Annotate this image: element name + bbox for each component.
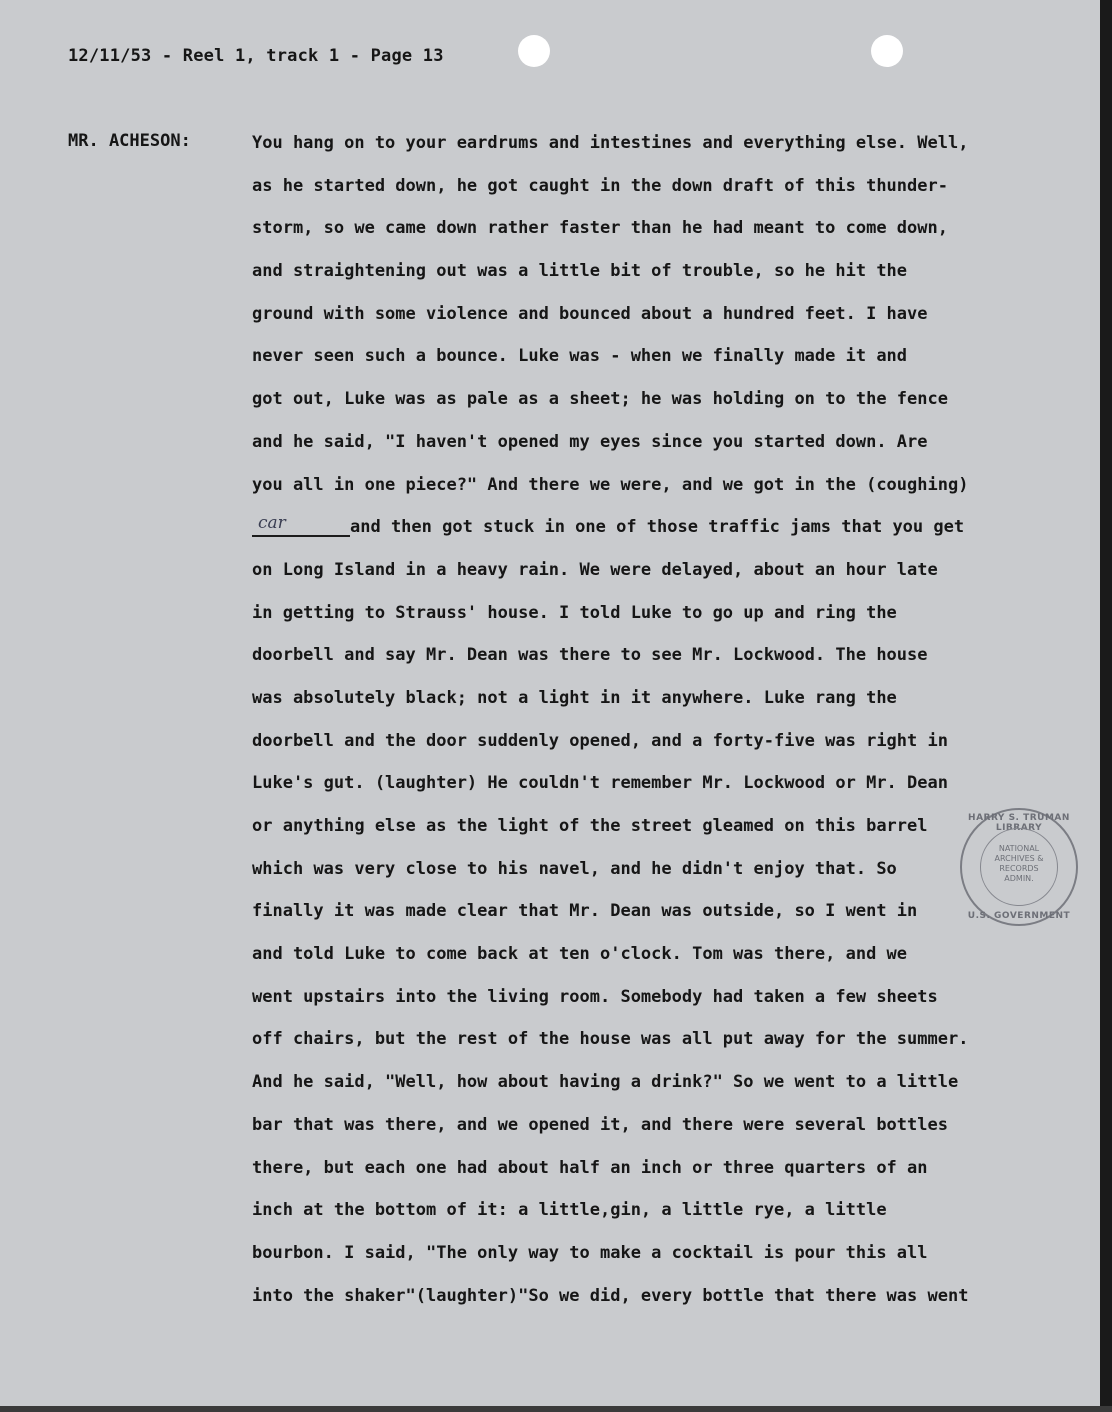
library-stamp <box>960 808 1078 926</box>
punch-hole-left <box>518 35 550 67</box>
transcript-line: doorbell and say Mr. Dean was there to see Mr. Lockwood. The house <box>252 645 928 666</box>
transcript-line: which was very close to his navel, and he didn't enjoy that. So <box>252 858 897 879</box>
stamp-top-text: HARRY S. TRUMAN LIBRARY <box>968 813 1070 833</box>
transcript-line: You hang on to your eardrums and intestines and everything else. Well, <box>252 133 969 153</box>
transcript-line: ground with some violence and bounced about a hundred feet. I have <box>252 303 928 324</box>
transcript-line: went upstairs into the living room. Somebody had taken a few sheets <box>252 986 938 1007</box>
stamp-center-line: ADMIN. <box>1004 874 1034 883</box>
transcript-line: into the shaker"(laughter)"So we did, every bottle that there was went <box>252 1285 969 1306</box>
stamp-bottom-text: U.S. GOVERNMENT <box>967 911 1071 921</box>
stamp-center-text <box>962 844 1076 884</box>
transcript-line: Luke's gut. (laughter) He couldn't remember Mr. Lockwood or Mr. Dean <box>252 773 948 794</box>
transcript-line: you all in one piece?" And there we were, and we got in the (coughing) <box>252 474 969 495</box>
transcript-line: doorbell and the door suddenly opened, and a forty-five was right in <box>252 730 948 751</box>
transcript-line-with-note <box>252 515 1042 558</box>
punch-hole-right <box>871 35 903 67</box>
handwritten-underline <box>252 535 350 537</box>
transcript-body <box>252 131 1042 1326</box>
transcript-line: storm, so we came down rather faster than he had meant to come down, <box>252 218 948 239</box>
handwritten-word: car <box>258 513 286 534</box>
transcript-line: got out, Luke was as pale as a sheet; he was holding on to the fence <box>252 389 948 410</box>
transcript-line: and told Luke to come back at ten o'clock. Tom was there, and we <box>252 944 908 965</box>
stamp-center-line: ARCHIVES & <box>994 854 1044 863</box>
speaker-label: MR. ACHESON: <box>68 131 191 151</box>
stamp-center-line: RECORDS <box>999 864 1039 873</box>
transcript-line: and he said, "I haven't opened my eyes since you started down. Are <box>252 431 928 452</box>
transcript-line: on Long Island in a heavy rain. We were delayed, about an hour late <box>252 559 938 580</box>
handwritten-annotation <box>252 515 350 539</box>
transcript-line: bar that was there, and we opened it, and there were several bottles <box>252 1114 948 1135</box>
scan-edge-right <box>1100 0 1112 1412</box>
transcript-line: And he said, "Well, how about having a drink?" So we went to a little <box>252 1072 959 1093</box>
stamp-center-line: NATIONAL <box>998 844 1040 853</box>
transcript-line: or anything else as the light of the street gleamed on this barrel <box>252 816 928 836</box>
transcript-line: finally it was made clear that Mr. Dean was outside, so I went in <box>252 901 918 922</box>
scan-edge-bottom <box>0 1406 1112 1412</box>
transcript-line: in getting to Strauss' house. I told Luke to go up and ring the <box>252 602 897 623</box>
transcript-line: bourbon. I said, "The only way to make a cocktail is pour this all <box>252 1242 928 1263</box>
transcript-line: there, but each one had about half an inch or three quarters of an <box>252 1157 928 1178</box>
transcript-line: was absolutely black; not a light in it anywhere. Luke rang the <box>252 687 897 708</box>
transcript-line: off chairs, but the rest of the house was all put away for the summer. <box>252 1029 969 1050</box>
transcript-line-text: and then got stuck in one of those traffic jams that you get <box>350 517 965 538</box>
transcript-line: as he started down, he got caught in the down draft of this thunder- <box>252 175 948 196</box>
page-header: 12/11/53 - Reel 1, track 1 - Page 13 <box>68 46 444 66</box>
transcript-line: never seen such a bounce. Luke was - when we finally made it and <box>252 346 908 367</box>
transcript-line: inch at the bottom of it: a little,gin, a little rye, a little <box>252 1200 887 1221</box>
transcript-line: and straightening out was a little bit of trouble, so he hit the <box>252 261 908 282</box>
